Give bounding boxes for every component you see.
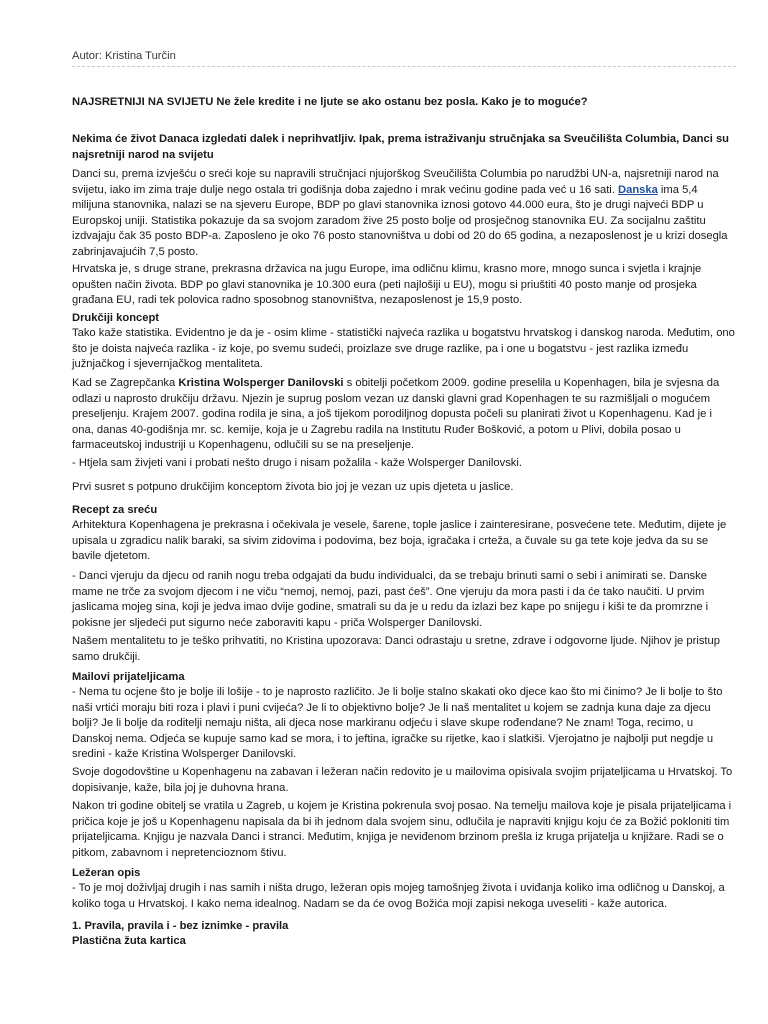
subheading-recept-za-srecu: Recept za sreću (72, 504, 158, 516)
paragraph-9: Našem mentalitetu to je teško prihvatiti, no Kristina upozorava: Danci odrastaju u sretne, zdrave i odgovorne ljude. Njihov je pristup samo drukčiji. (72, 635, 720, 663)
subheading-mailovi-prijateljicama: Mailovi prijateljicama (72, 671, 185, 683)
paragraph-1 (72, 167, 736, 261)
paragraph-8: - Danci vjeruju da djecu od ranih nogu treba odgajati da budu individualci, da se trebaju brinuti sami o sebi i animirati se. Danske mame ne trče za svojom djecom i ne viču “nemoj, nemoj, pazi, past ćeš”. One vjeruju da mora pasti i da će tako naučiti. U prvim jaslicama mojeg sina, koji je jedva imao dvije godine, smatrali su da je u redu da izlazi bez kape po snijegu i kiši te da promrzne i pokisne jer sljedeći put sigurno neće zaboraviti kapu - priča Wolsperger Danilovski. (72, 570, 709, 629)
paragraph-4-text-a: Kad se Zagrepčanka (72, 377, 179, 389)
paragraph-11: Svoje dogodovštine u Kopenhagenu na zabavan i ležeran način redovito je u mailovima opisivala svojim prijateljicama u Hrvatskoj. To dopisivanje, kaže, bila joj je duhovna hrana. (72, 766, 733, 794)
person-name: Kristina Wolsperger Danilovski (178, 377, 344, 389)
lead-paragraph: Nekima će život Danaca izgledati dalek i neprihvatljiv. Ipak, prema istraživanju stručnjaka sa Sveučilišta Columbia, Danci su najsretniji narod na svijetu (72, 133, 729, 161)
paragraph-3: Tako kaže statistika. Evidentno je da je - osim klime - statistički najveća razlika u bogatstvu hrvatskog i danskog naroda. Međutim, ono što je doista najveća razlika - iz koje, po svemu sudeći, proizlaze sve druge razlike, pa i one u bogatstvu - jest razlika između južnjačkog i sjevernjačkog mentaliteta. (72, 327, 735, 371)
headline: NAJSRETNIJI NA SVIJETU Ne žele kredite i ne ljute se ako ostanu bez posla. Kako je to moguće? (72, 96, 588, 108)
subheading-drukciji-koncept: Drukčiji koncept (72, 312, 160, 324)
paragraph-4 (72, 376, 736, 454)
paragraph-1-text-a: Danci su, prema izvješću o sreći koje su napravili stručnjaci njujorškog Sveučilišta Columbia po narudžbi UN-a, najsretniji narod na svijetu, iako im zima traje dulje nego ostala tri godišnja doba zajedno i mrak većinu godine pada već u 16 sati. (72, 168, 719, 196)
paragraph-7: Arhitektura Kopenhagena je prekrasna i očekivala je vesele, šarene, tople jaslice i zainteresirane, posvećene tete. Međutim, dijete je upisala u zgradicu nalik baraki, sa sivim zidovima i podovima, bez boja, igračaka i crteža, a čuvale su ga tete koje jedva da su se bavile djetetom. (72, 519, 727, 563)
paragraph-10: - Nema tu ocjene što je bolje ili lošije - to je naprosto različito. Je li bolje stalno skakati oko djece kao što mi činimo? Je li bolje to što naši vrtići moraju biti roza i plavi i puni cvijeća? Je li to objektivno bolje? Je li naš mentalitet u kojem se zadnja kuna daje za djecu bolji? Je li bolje da roditelji nemaju ništa, ali djeca nose markiranu odjeću i slave skupe rođendane? Ne znam! Toga, recimo, u Danskoj nema. Odjeća se kupuje samo kad se mora, i to jeftina, igračke su rijetke, kao i slatkiši. Vjerojatno je najbolji put negdje u sredini - kaže Kristina Wolsperger Danilovski. (72, 686, 723, 761)
header-divider (72, 66, 736, 67)
paragraph-6: Prvi susret s potpuno drukčijim konceptom života bio joj je vezan uz upis djeteta u jaslice. (72, 481, 514, 493)
subheading-lezeran-opis: Ležeran opis (72, 867, 141, 879)
paragraph-13: - To je moj doživljaj drugih i nas samih i ništa drugo, ležeran opis mojeg tamošnjeg života i uviđanja koliko ima odličnog u Danskoj, a koliko toga u Hrvatskoj. I kako nema idealnog. Nadam se da će ovog Božića moji zapisi nekoga uveseliti - kaže autorica. (72, 882, 725, 910)
author-line: Autor: Kristina Turčin (72, 50, 176, 62)
paragraph-5: - Htjela sam živjeti vani i probati nešto drugo i nisam požalila - kaže Wolsperger Danilovski. (72, 457, 522, 469)
paragraph-2: Hrvatska je, s druge strane, prekrasna državica na jugu Europe, ima odličnu klimu, krasno more, mnogo sunca i svjetla i krajnje opušten način života. BDP po glavi stanovnika je 10.300 eura (peti najlošiji u EU), mogu si priuštiti 40 posto manje od prosjeka građana EU, radi tek polovica radno sposobnog stanovništva, nezaposlenost je 15,9 posto. (72, 263, 702, 307)
paragraph-12: Nakon tri godine obitelj se vratila u Zagreb, u kojem je Kristina pokrenula svoj posao. Na temelju mailova koje je pisala prijateljicama i pričica koje je još u Kopenhagenu napisala da bi ih jednom dala svojem sinu, odlučila je napraviti knjigu koju će za Božić pokloniti tim prijateljicama. Knjigu je nazvala Danci i stranci. Međutim, knjiga je neviđenom brzinom prešla iz kruga prijatelja u knjižare. Radi se o pitkom, zabavnom i nepretencioznom štivu. (72, 800, 732, 859)
section-heading-plasticna-kartica: Plastična žuta kartica (72, 935, 186, 947)
paragraph-1-text-b: ima 5,4 milijuna stanovnika, nalazi se na sjeveru Europe, BDP po glavi stanovnika iznosi gotovo 44.000 eura, što je drugi najveći BDP u Europskoj uniji. Statistika pokazuje da sa svojom zaradom žive 25 posto bolje od prosječnog stanovnika EU. Za socijalnu zaštitu izdvajaju čak 35 posto BDP-a. Zaposleno je oko 76 posto stanovništva u dobi od 20 do 65 godina, a nezaposlenost je u krizi dosegla zabrinjavajućih 7,5 posto. (72, 183, 728, 258)
section-heading-pravila: 1. Pravila, pravila i - bez iznimke - pravila (72, 920, 289, 932)
danska-link[interactable]: Danska (618, 183, 658, 196)
paragraph-4-text-b: s obitelji početkom 2009. godine preselila u Kopenhagen, bila je svjesna da odlazi u naprosto drukčiju državu. Njezin je suprug poslom vezan uz danski glavni grad Kopenhagen te su razmišljali o mogućem preseljenju. Krajem 2007. godina rodila je sina, a još tijekom porodiljnog dopusta počeli su planirati život u Kopenhagenu. Kad je i ona, danas 40-godišnja mr. sc. kemije, koja je u Zagrebu radila na Institutu Ruđer Bošković, a potom u Plivi, dobila posao u farmaceutskoj industriji u Kopenhagenu, odlučili su se na preseljenje. (72, 377, 720, 452)
